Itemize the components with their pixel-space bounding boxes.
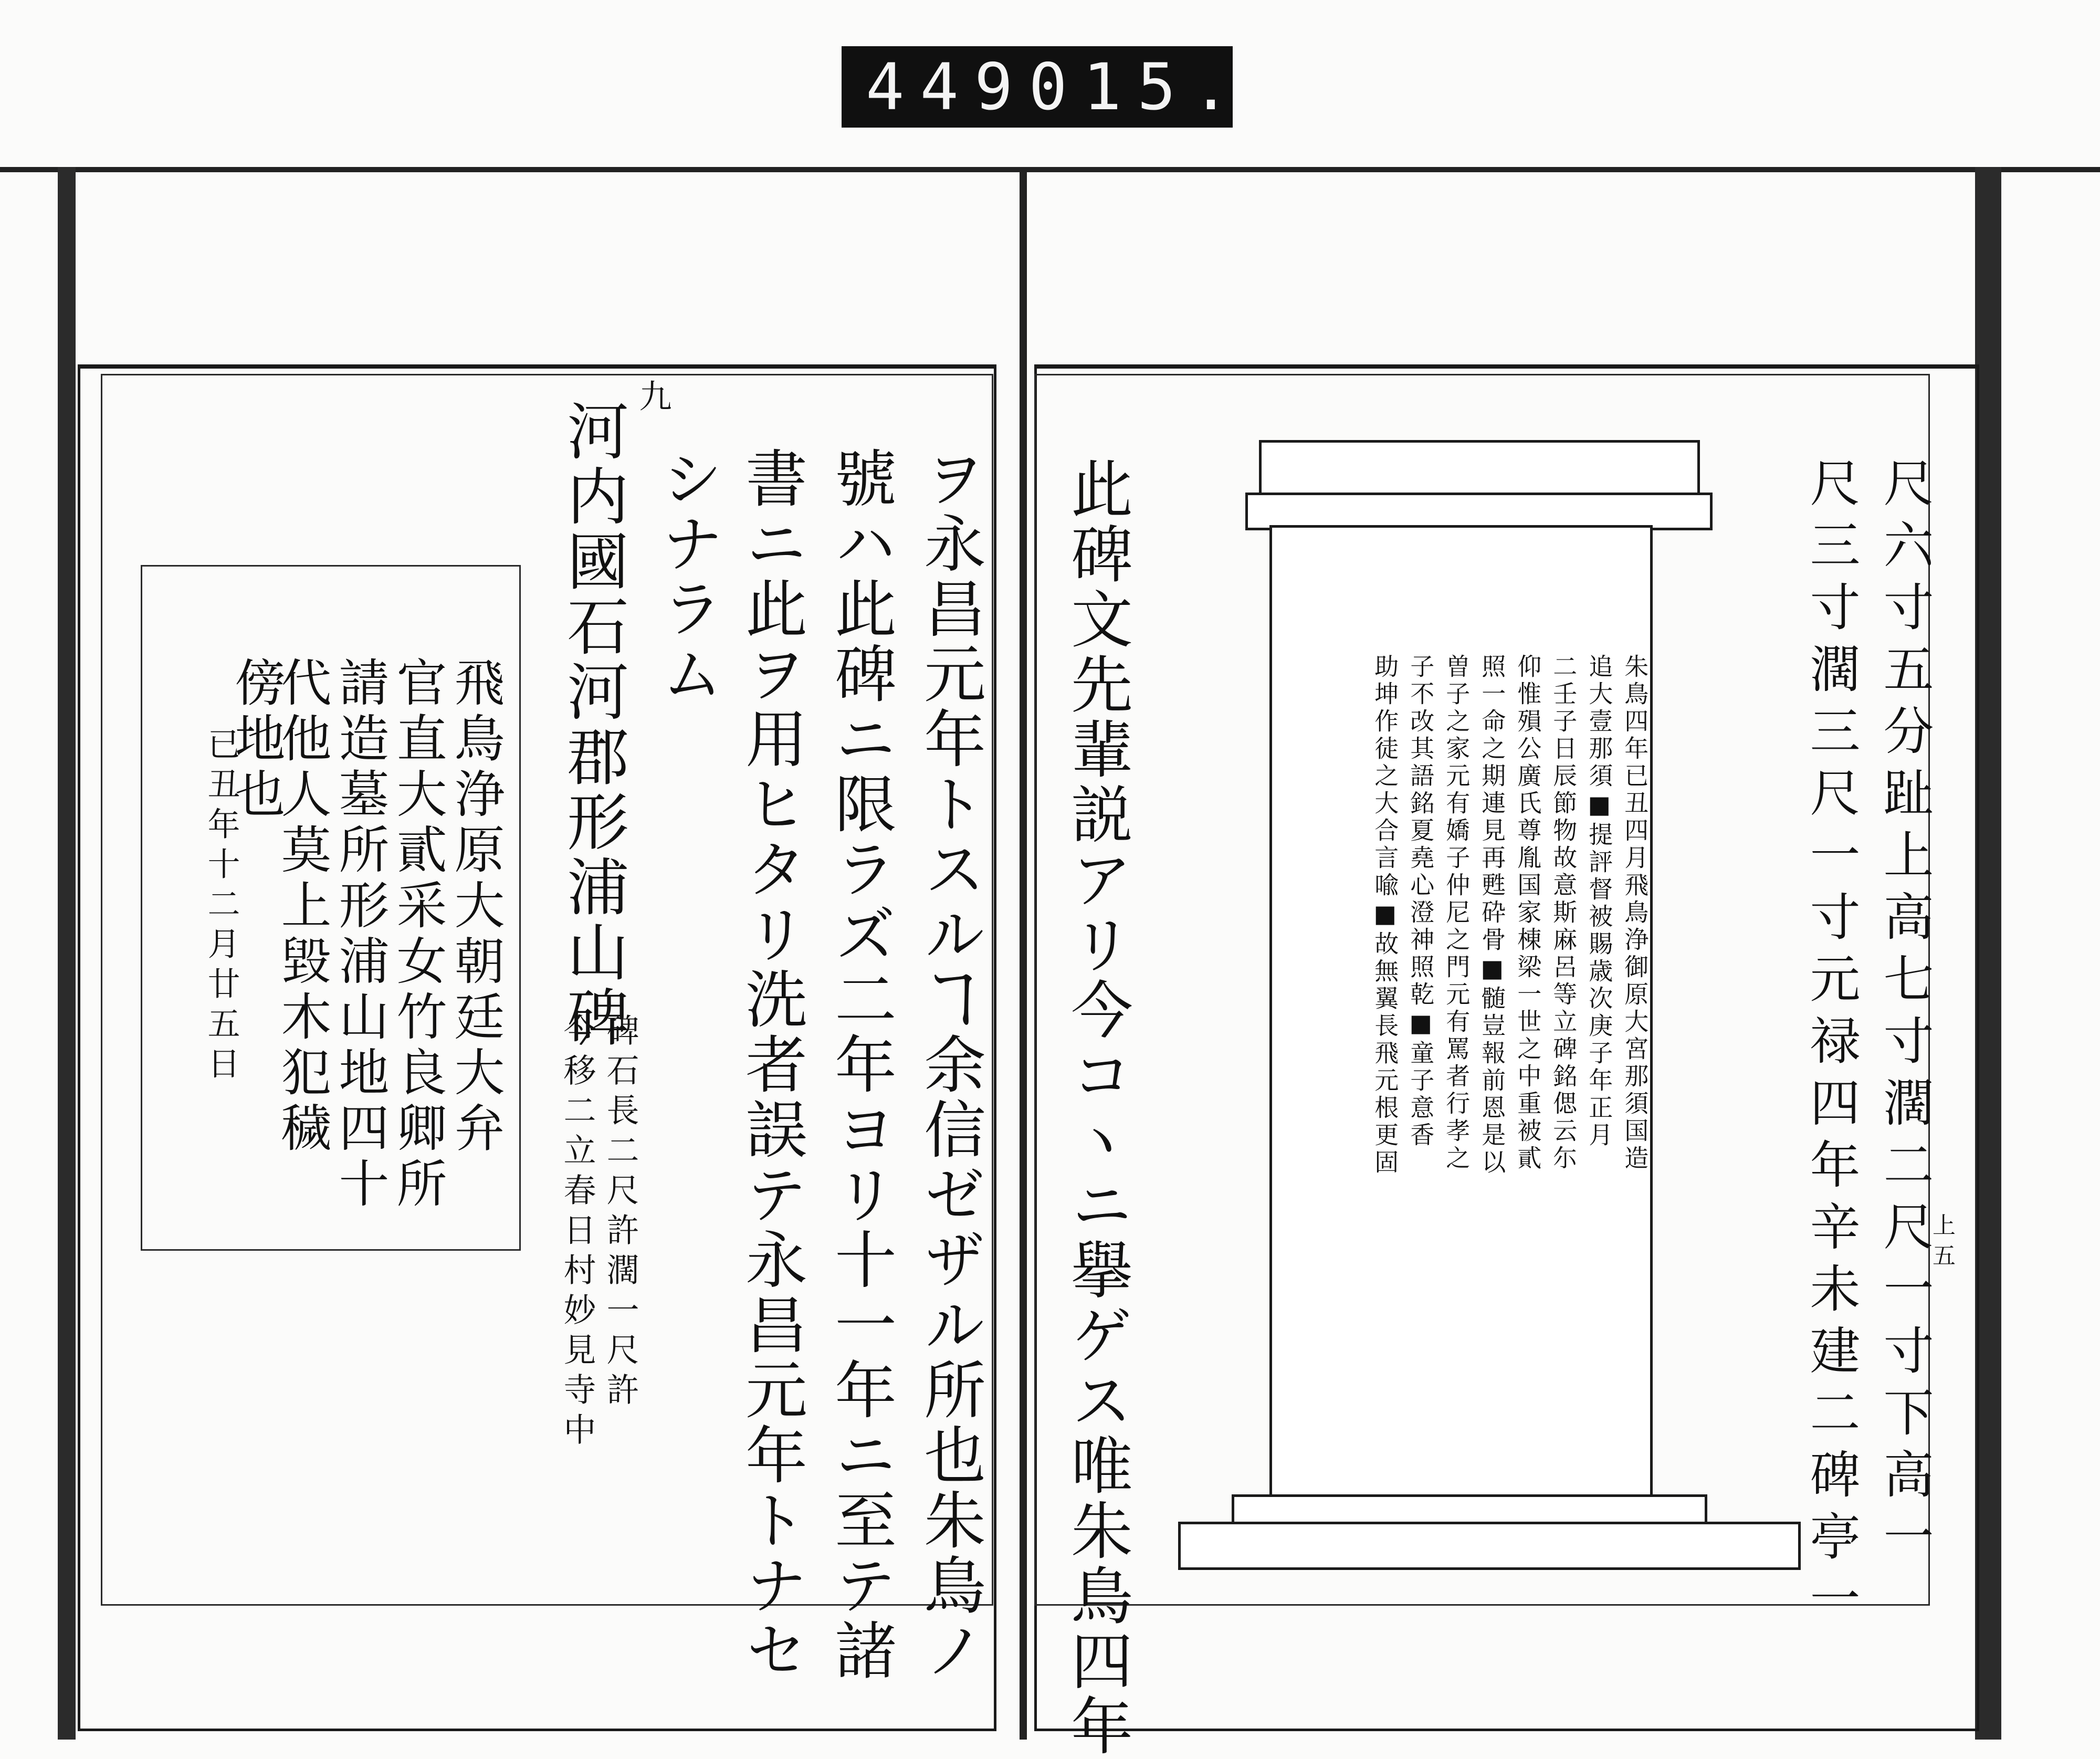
- left-text-column-3: 書ニ此ヲ用ヒタリ洗者誤テ永昌元年トナセ: [735, 446, 807, 1683]
- frame-counter: [842, 46, 1246, 128]
- inscription-line-3: 請造墓所形浦山地四十: [331, 656, 390, 1213]
- note-location: 今移二立春日村妙見寺中: [558, 1013, 596, 1452]
- left-text-column-1: ヲ永昌元年トスルヿ余信ゼザル所也朱鳥ノ: [914, 446, 986, 1683]
- stele-line-4: 仰惟殞公廣氏尊胤国家棟梁一世之中重被貳: [1514, 654, 1542, 1172]
- inscription-line-4: 代他人莫上毀木犯穢: [273, 656, 332, 1157]
- inscription-line-2: 官直大貳采女竹良卿所: [388, 656, 447, 1213]
- stele-line-5: 照一命之期連見再甦砕骨■髄豈報前恩是以: [1478, 654, 1507, 1177]
- note-dimensions: 碑石長二尺許濶一尺許: [601, 1013, 639, 1412]
- margin-page-label: 上五: [1928, 1213, 1955, 1274]
- stele-line-7: 子不改其語銘夏堯心澄神照乾■童子意香: [1406, 654, 1435, 1149]
- counter-left: 449: [866, 49, 1029, 124]
- stele-line-1: 朱鳥四年已丑四月飛鳥浄御原大宮那須国造: [1621, 654, 1650, 1172]
- right-text-column: 此碑文先輩説アリ今コヽニ擧ゲス唯朱鳥四年: [1060, 457, 1133, 1759]
- stele-line-2: 追大壹那須■提評督被賜歳次庚子年正月: [1585, 654, 1614, 1149]
- spine-rule: [1020, 167, 1027, 1740]
- stele-line-6: 曽子之家元有嬌子仲尼之門元有罵者行孝之: [1442, 654, 1471, 1172]
- stele-line-3: 二壬子日辰節物故意斯麻呂等立碑銘偲云尓: [1549, 654, 1578, 1172]
- monument-heading: 河内國石河郡形浦山碑: [556, 399, 629, 1050]
- section-number: 九: [634, 379, 672, 419]
- top-edge-rule: [0, 167, 2100, 172]
- stele-cap-top: [1259, 440, 1700, 498]
- left-text-column-4: シナラム: [651, 446, 723, 707]
- left-text-column-2: 號ハ此碑ニ限ラズ二年ヨリ十一年ニ至テ諸: [824, 446, 897, 1683]
- measure-column-2: 尺三寸濶三尺一寸元禄四年辛未建二碑亭一: [1802, 457, 1861, 1634]
- measure-column-1: 尺六寸五分趾上高七寸濶二尺一寸下高一: [1875, 457, 1934, 1572]
- counter-right: 015.: [1028, 49, 1246, 124]
- inscription-line-5: 傍地也: [227, 656, 286, 823]
- inscription-date: 已丑年十二月廿五日: [202, 727, 240, 1086]
- left-book-edge: [58, 167, 76, 1740]
- stele-line-8: 助坤作徒之大合言喩■故無翼長飛元根更固: [1371, 654, 1400, 1177]
- stele-base-lower: [1178, 1522, 1801, 1570]
- inscription-line-1: 飛鳥浄原大朝廷大弁: [446, 656, 505, 1157]
